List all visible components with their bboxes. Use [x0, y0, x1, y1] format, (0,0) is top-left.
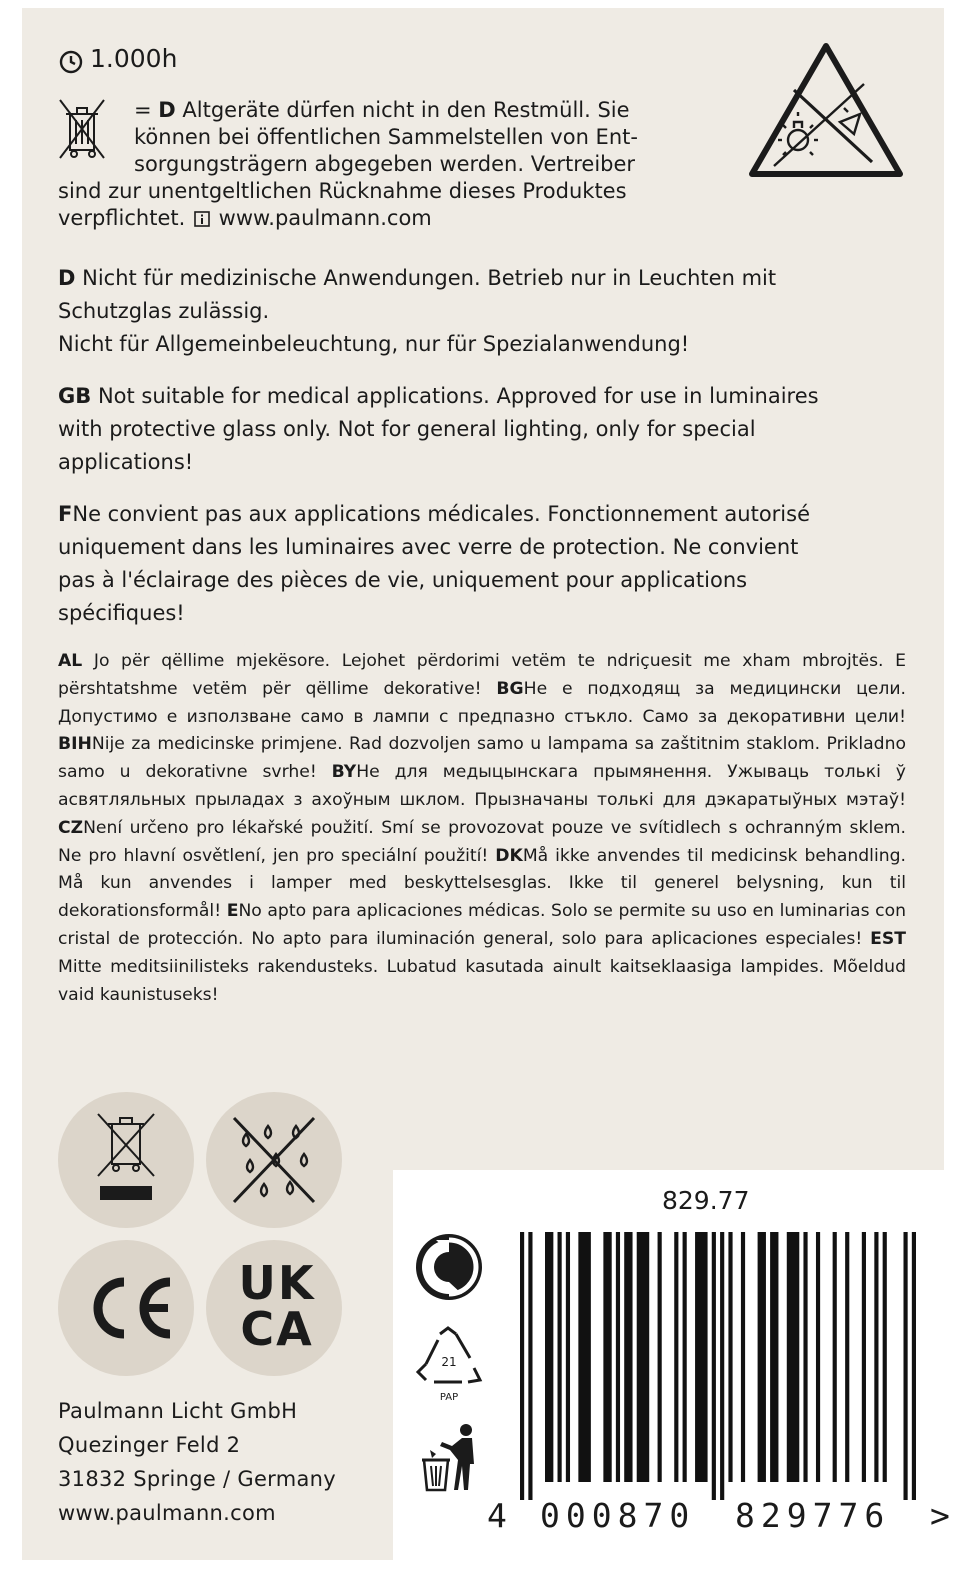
multilang-warnings: AL Jo për qëllime mjekësore. Lejohet përdorimi vetëm te ndriçuesit me xham mbrojtës. E përshtatshme vetëm për qëllime dekorative! BGНе е подходящ за медицински цели. Допустимо е използване само в лампи с предпазно стъкло. Само за декоративни цели! BIHNije za medicinske primjene. Rad dozvoljen samo u lampama sa zaštitnim staklom. Prikladno samo u dekorativne svrhe! BYНе для медыцынскага прымянення. Ужываць толькі ў асвятляльных прыладах з ахоўным шклом. Прызначаны толькі для дэкаратыўных мэтаў! CZNení určeno pro lékařské použití. Smí se provozovat pouze ve svítidlech s ochranným sklem. Ne pro hlavní osvětlení, jen pro speciální použití! DKMå ikke anvendes til medicinsk behandling. Må kun anvendes i lamper med beskyttelsesglas. Ikke til generel belysning, kun til dekorationsformål! ENo apto para aplicaciones médicas. Solo se permite su uso en luminarias con cristal de protección. No apto para iluminación general, solo para aplicaciones especiales! EST Mitte meditsiinilisteks rakendusteks. Lubatud kasutada ainult kaitseklaasiga lampides. Mõeldud vaid kaunistuseks!	[58, 651, 906, 1005]
barcode-bar	[558, 1232, 562, 1482]
warning-fr: FNe convient pas aux applications médicales. Fonctionnement autorisé uniquement dans les luminaires avec verre de protection. Ne convient pas à l'éclairage des pièces de vie, uniquement pour applications spécifiques!	[58, 502, 810, 625]
weee-line-2: können bei öffentlichen Sammelstellen von Ent-	[134, 125, 638, 149]
barcode-bar	[728, 1232, 732, 1482]
ean-barcode	[520, 1232, 916, 1500]
barcode-guard-bar	[903, 1232, 907, 1500]
ce-mark-icon	[58, 1240, 194, 1376]
barcode-bar	[770, 1232, 778, 1482]
ean-first-digit: 4	[487, 1496, 507, 1535]
barcode-bar	[616, 1232, 620, 1482]
barcode-bar	[758, 1232, 766, 1482]
barcode-bar	[883, 1232, 887, 1482]
barcode-guard-bar	[520, 1232, 524, 1500]
barcode-bar	[741, 1232, 745, 1482]
company-address	[58, 1394, 336, 1530]
green-dot-icon	[414, 1232, 484, 1302]
article-number: 829.77	[662, 1186, 750, 1215]
barcode-bar	[566, 1232, 570, 1482]
ean-left-digits: 000870	[540, 1496, 696, 1535]
ean-right-digits: 829776	[735, 1496, 891, 1535]
recycle-pap-icon	[412, 1324, 486, 1404]
company-street: Quezinger Feld 2	[58, 1433, 241, 1457]
barcode-bar	[816, 1232, 820, 1482]
barcode-bar	[545, 1232, 553, 1482]
barcode-bar	[845, 1232, 849, 1482]
company-name: Paulmann Licht GmbH	[58, 1399, 298, 1423]
no-water-circle	[206, 1092, 342, 1228]
barcode-bar	[803, 1232, 807, 1482]
weee-line-5: verpflichtet. www.paulmann.com	[58, 206, 432, 230]
no-water-drops-icon	[206, 1092, 342, 1228]
barcode-bar	[658, 1232, 662, 1482]
ce-circle	[58, 1240, 194, 1376]
ean-quiet-zone: >	[930, 1496, 950, 1535]
ukca-mark: UK CA	[238, 1256, 316, 1356]
weee-line-4: sind zur unentgeltlichen Rücknahme dieses Produktes	[58, 179, 627, 203]
barcode-bar	[624, 1232, 632, 1482]
barcode-bar	[833, 1232, 837, 1482]
barcode-bar	[874, 1232, 878, 1482]
ukca-circle	[206, 1240, 342, 1376]
barcode-guard-bar	[712, 1232, 716, 1500]
barcode-guard-bar	[720, 1232, 724, 1500]
weee-line-3: sorgungsträgern abgegeben werden. Vertreiber	[134, 152, 636, 176]
clock-icon	[58, 49, 84, 75]
warning-gb: GB Not suitable for medical applications. Approved for use in luminaires with protective glass only. Not for general lighting, only for special applications!	[58, 384, 819, 474]
tidyman-icon	[418, 1420, 482, 1494]
lifetime-value: 1.000h	[90, 44, 178, 73]
weee-url: www.paulmann.com	[218, 206, 432, 230]
barcode-bar	[637, 1232, 650, 1482]
no-household-lamp-icon	[744, 38, 908, 186]
weee-circle	[58, 1092, 194, 1228]
barcode-guard-bar	[912, 1232, 916, 1500]
recycle-label: PAP	[439, 1392, 459, 1403]
company-web: www.paulmann.com	[58, 1501, 276, 1525]
crossed-bin-bar-icon	[58, 1092, 194, 1228]
company-city: 31832 Springe / Germany	[58, 1467, 337, 1491]
barcode-bar	[683, 1232, 687, 1482]
barcode-bar	[787, 1232, 800, 1482]
warning-de: D Nicht für medizinische Anwendungen. Betrieb nur in Leuchten mit Schutzglas zulässig. Nicht für Allgemeinbeleuchtung, nur für Spezialanwendung!	[58, 266, 777, 356]
barcode-bar	[603, 1232, 611, 1482]
barcode-bar	[578, 1232, 591, 1482]
barcode-guard-bar	[528, 1232, 532, 1500]
crossed-bin-icon	[56, 96, 108, 162]
weee-line-1: = D Altgeräte dürfen nicht in den Restmüll. Sie	[134, 98, 630, 122]
barcode-bar	[862, 1232, 866, 1482]
barcode-bar	[674, 1232, 678, 1482]
info-icon	[194, 211, 210, 227]
barcode-bar	[695, 1232, 708, 1482]
recycle-number: 21	[441, 1355, 457, 1369]
